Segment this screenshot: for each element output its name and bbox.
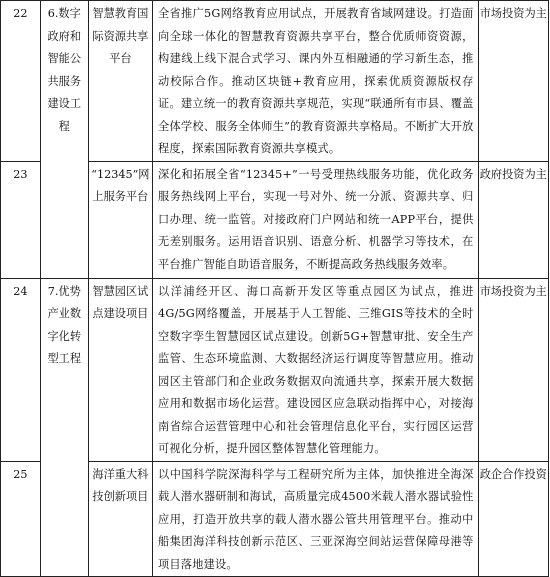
- table-row: [1, 161, 549, 278]
- table-row: [1, 1, 549, 162]
- row-number: 25: [1, 461, 41, 577]
- table-row: [1, 278, 549, 461]
- row-number: 22: [1, 1, 41, 162]
- project-name: 智慧教育国际资源共享平台: [88, 1, 152, 162]
- category-cell: 7.优势产业数字化转型工程: [40, 278, 88, 461]
- category-cell: [40, 161, 88, 278]
- project-description: 全省推广5G网络教育应用试点，开展教育省域网建设。打造面向全球一体化的智慧教育资源共享平台，整合优质师资资源，构建线上线下混合式学习、课内外互相融通的学习新生态，推动校际合作。推动区块链+教育应用，探索优质资源版权存证。建立统一的教育资源共享规范，实现“联通所有市县、覆盖全体学校、服务全体师生”的教育资源共享格局。不断扩大开放程度，探索国际教育资源共享模式。: [153, 1, 479, 162]
- row-number: 24: [1, 278, 41, 461]
- category-cell: 6.数字政府和智能公共服务建设工程: [40, 1, 88, 162]
- table-row: [1, 461, 549, 577]
- project-name: “12345”网上服务平台: [88, 161, 152, 278]
- funding-mode: 政企合作投资: [478, 461, 548, 577]
- funding-mode: 市场投资为主: [478, 1, 548, 162]
- row-number: 23: [1, 161, 41, 278]
- project-name: 智慧园区试点建设项目: [88, 278, 152, 461]
- funding-mode: 市场投资为主: [478, 278, 548, 461]
- funding-mode: 政府投资为主: [478, 161, 548, 278]
- project-description: 深化和拓展全省“12345+”一号受理热线服务功能，优化政务服务热线网上平台，实现一号对外、统一分派、资源共享、归口办理、统一监管。对接政府门户网站和统一APP平台，提供无差别服务。运用语音识别、语意分析、机器学习等技术，在平台推广智能自助语音服务，不断提高政务热线服务效率。: [153, 161, 479, 278]
- project-name: 海洋重大科技创新项目: [88, 461, 152, 577]
- project-description: 以洋浦经开区、海口高新开发区等重点园区为试点，推进4G/5G网络覆盖，开展基于人工智能、三维GIS等技术的全时空数字孪生智慧园区试点建设。创新5G+智慧审批、安全生产监管、生态环境监测、大数据经济运行调度等智慧应用。推动园区主管部门和企业政务数据双向流通共享，探索开展大数据应用和数据市场化运营。建设园区应急联动指挥中心，对接海南省综合运营管理中心和社会管理信息化平台，实行园区运营可视化分析，提升园区整体智慧化管理能力。: [153, 278, 479, 461]
- project-description: 以中国科学院深海科学与工程研究所为主体，加快推进全海深载人潜水器研制和海试，高质量完成4500米载人潜水器试验性应用，打造开放共享的载人潜水器公管共用管理平台。推动中船集团海洋科技创新示范区、三亚深海空间站运营保障母港等项目落地建设。: [153, 461, 479, 577]
- category-cell: [40, 461, 88, 577]
